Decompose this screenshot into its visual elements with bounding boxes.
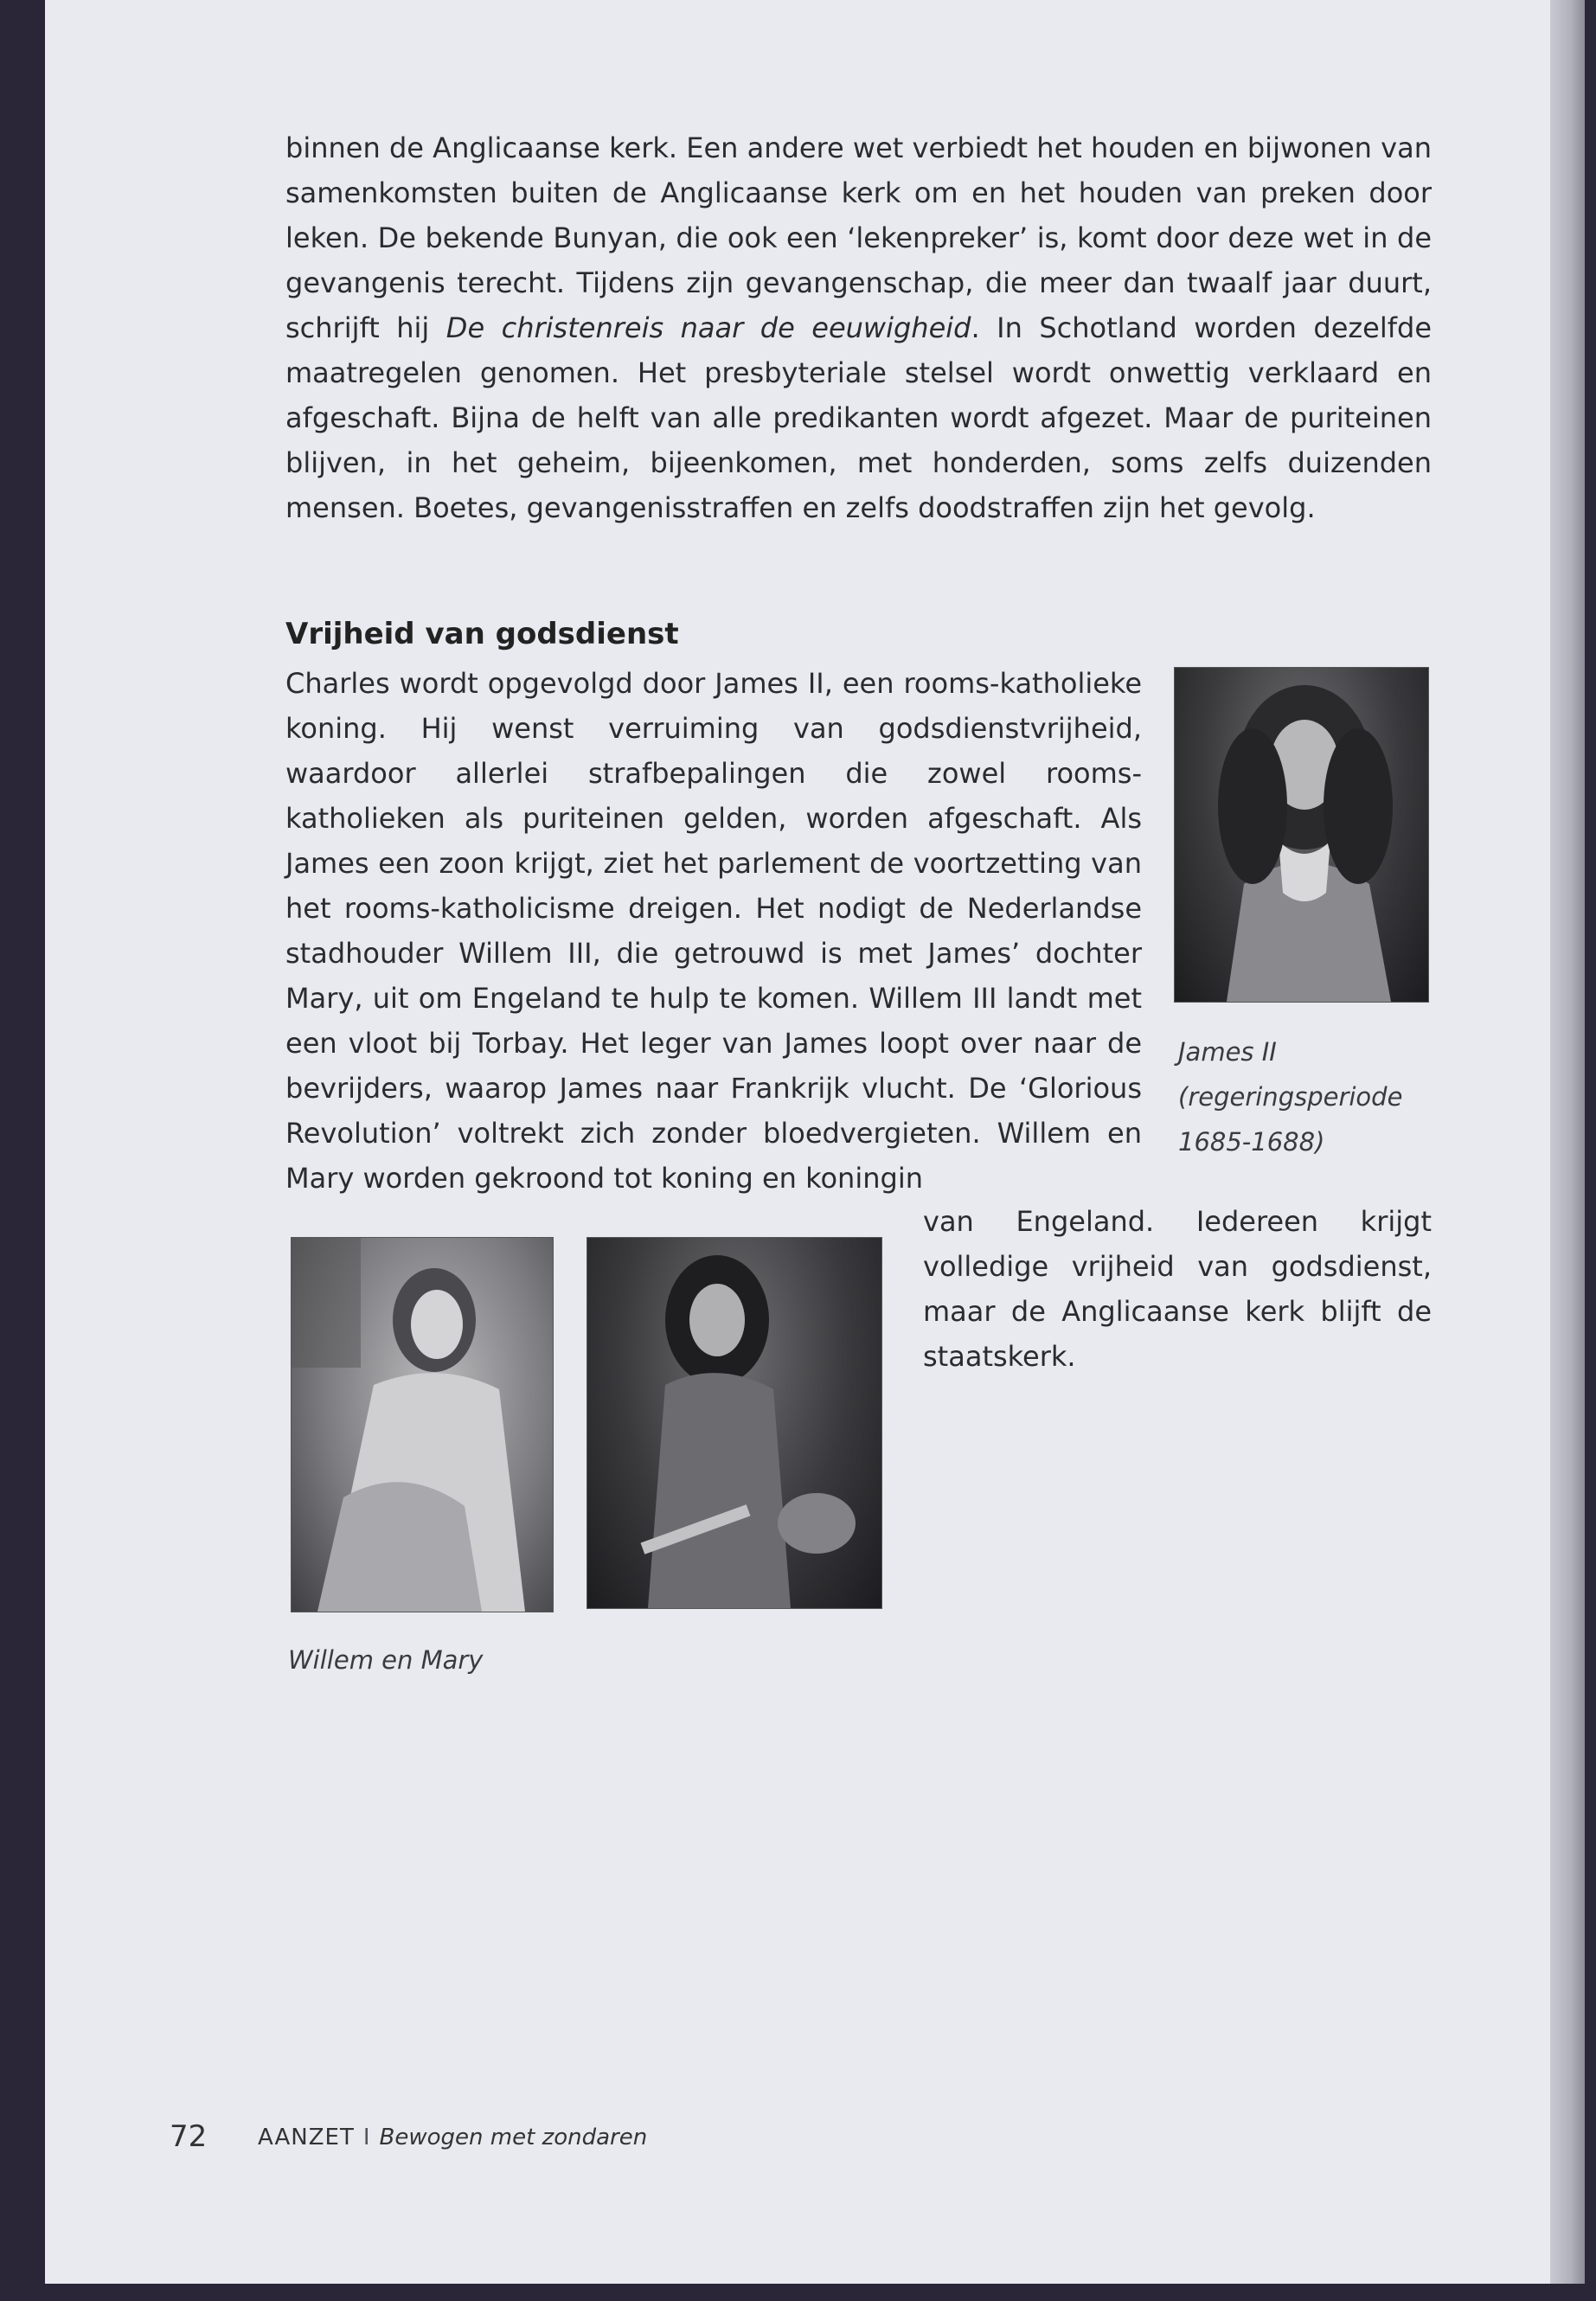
page-number: 72 <box>170 2119 208 2154</box>
paragraph-1-end: . In Schotland worden dezelfde maatregelen genomen. Het presbyteriale stelsel wordt onwettig verklaard en afgeschaft. Bijna de helft van alle predikanten wordt afgezet. Maar de puriteinen blijven, in het geheim, bijeenkomen, met honderden, soms zelfs duizenden mensen. Boetes, gevangenisstraffen en zelfs doodstraffen zijn het gevolg. <box>285 311 1433 524</box>
footer-separator: I <box>362 2125 371 2150</box>
portrait-mary <box>291 1237 554 1612</box>
portrait-james-ii-illustration <box>1175 668 1428 1002</box>
body-paragraph-1 <box>285 125 1432 530</box>
caption-willem-mary: Willem en Mary <box>288 1645 484 1675</box>
portrait-james-ii <box>1174 667 1429 1003</box>
caption-james-ii <box>1178 1029 1402 1164</box>
page-bottom-edge <box>0 2284 1596 2301</box>
caption-james-years: 1685-1688) <box>1178 1127 1325 1157</box>
running-footer <box>258 2125 647 2150</box>
body-paragraph-2: Charles wordt opgevolgd door James II, een rooms-katholieke koning. Hij wenst verruiming van godsdienstvrijheid, waardoor allerlei strafbepalingen die zowel rooms-katholieken als puriteinen gelden, worden afgeschaft. Als James een zoon krijgt, ziet het parlement de voortzetting van het rooms-katholicisme dreigen. Het nodigt de Nederlandse stadhouder Willem III, die getrouwd is met James’ dochter Mary, uit om Engeland te hulp te komen. Willem III landt met een vloot bij Torbay. Het leger van James loopt over naar de bevrijders, waarop James naar Frankrijk vlucht. De ‘Glorious Revolution’ voltrekt zich zonder bloedvergieten. Willem en Mary worden gekroond tot koning en koningin <box>285 667 1142 1195</box>
portrait-mary-illustration <box>292 1238 553 1612</box>
footer-series: AANZET <box>258 2125 355 2150</box>
caption-james-name: James II <box>1178 1037 1277 1067</box>
footer-book-title: Bewogen met zondaren <box>379 2125 648 2150</box>
portrait-willem-iii <box>586 1237 882 1609</box>
paragraph-1-start: binnen de Anglicaanse kerk. Een andere wet verbiedt het houden en bijwonen van samenkomsten buiten de Anglicaanse kerk om en het houden van preken door leken. De bekende Bunyan, die ook een ‘lekenpreker’ is, komt door deze wet in de gevangenis terecht. Tijdens zijn gevangenschap, die meer dan twaalf jaar duurt, schrijft hij <box>285 131 1432 344</box>
caption-james-period-label: (regeringsperiode <box>1178 1082 1403 1112</box>
section-heading: Vrijheid van godsdienst <box>285 617 679 651</box>
body-paragraph-3: van Engeland. Iedereen krijgt volledige vrijheid van godsdienst, maar de Anglicaanse kerk blijft de staatskerk. <box>923 1205 1432 1373</box>
page-edge <box>1550 0 1585 2301</box>
book-title: De christenreis naar de eeuwigheid <box>445 311 971 344</box>
portrait-willem-iii-illustration <box>587 1238 881 1608</box>
